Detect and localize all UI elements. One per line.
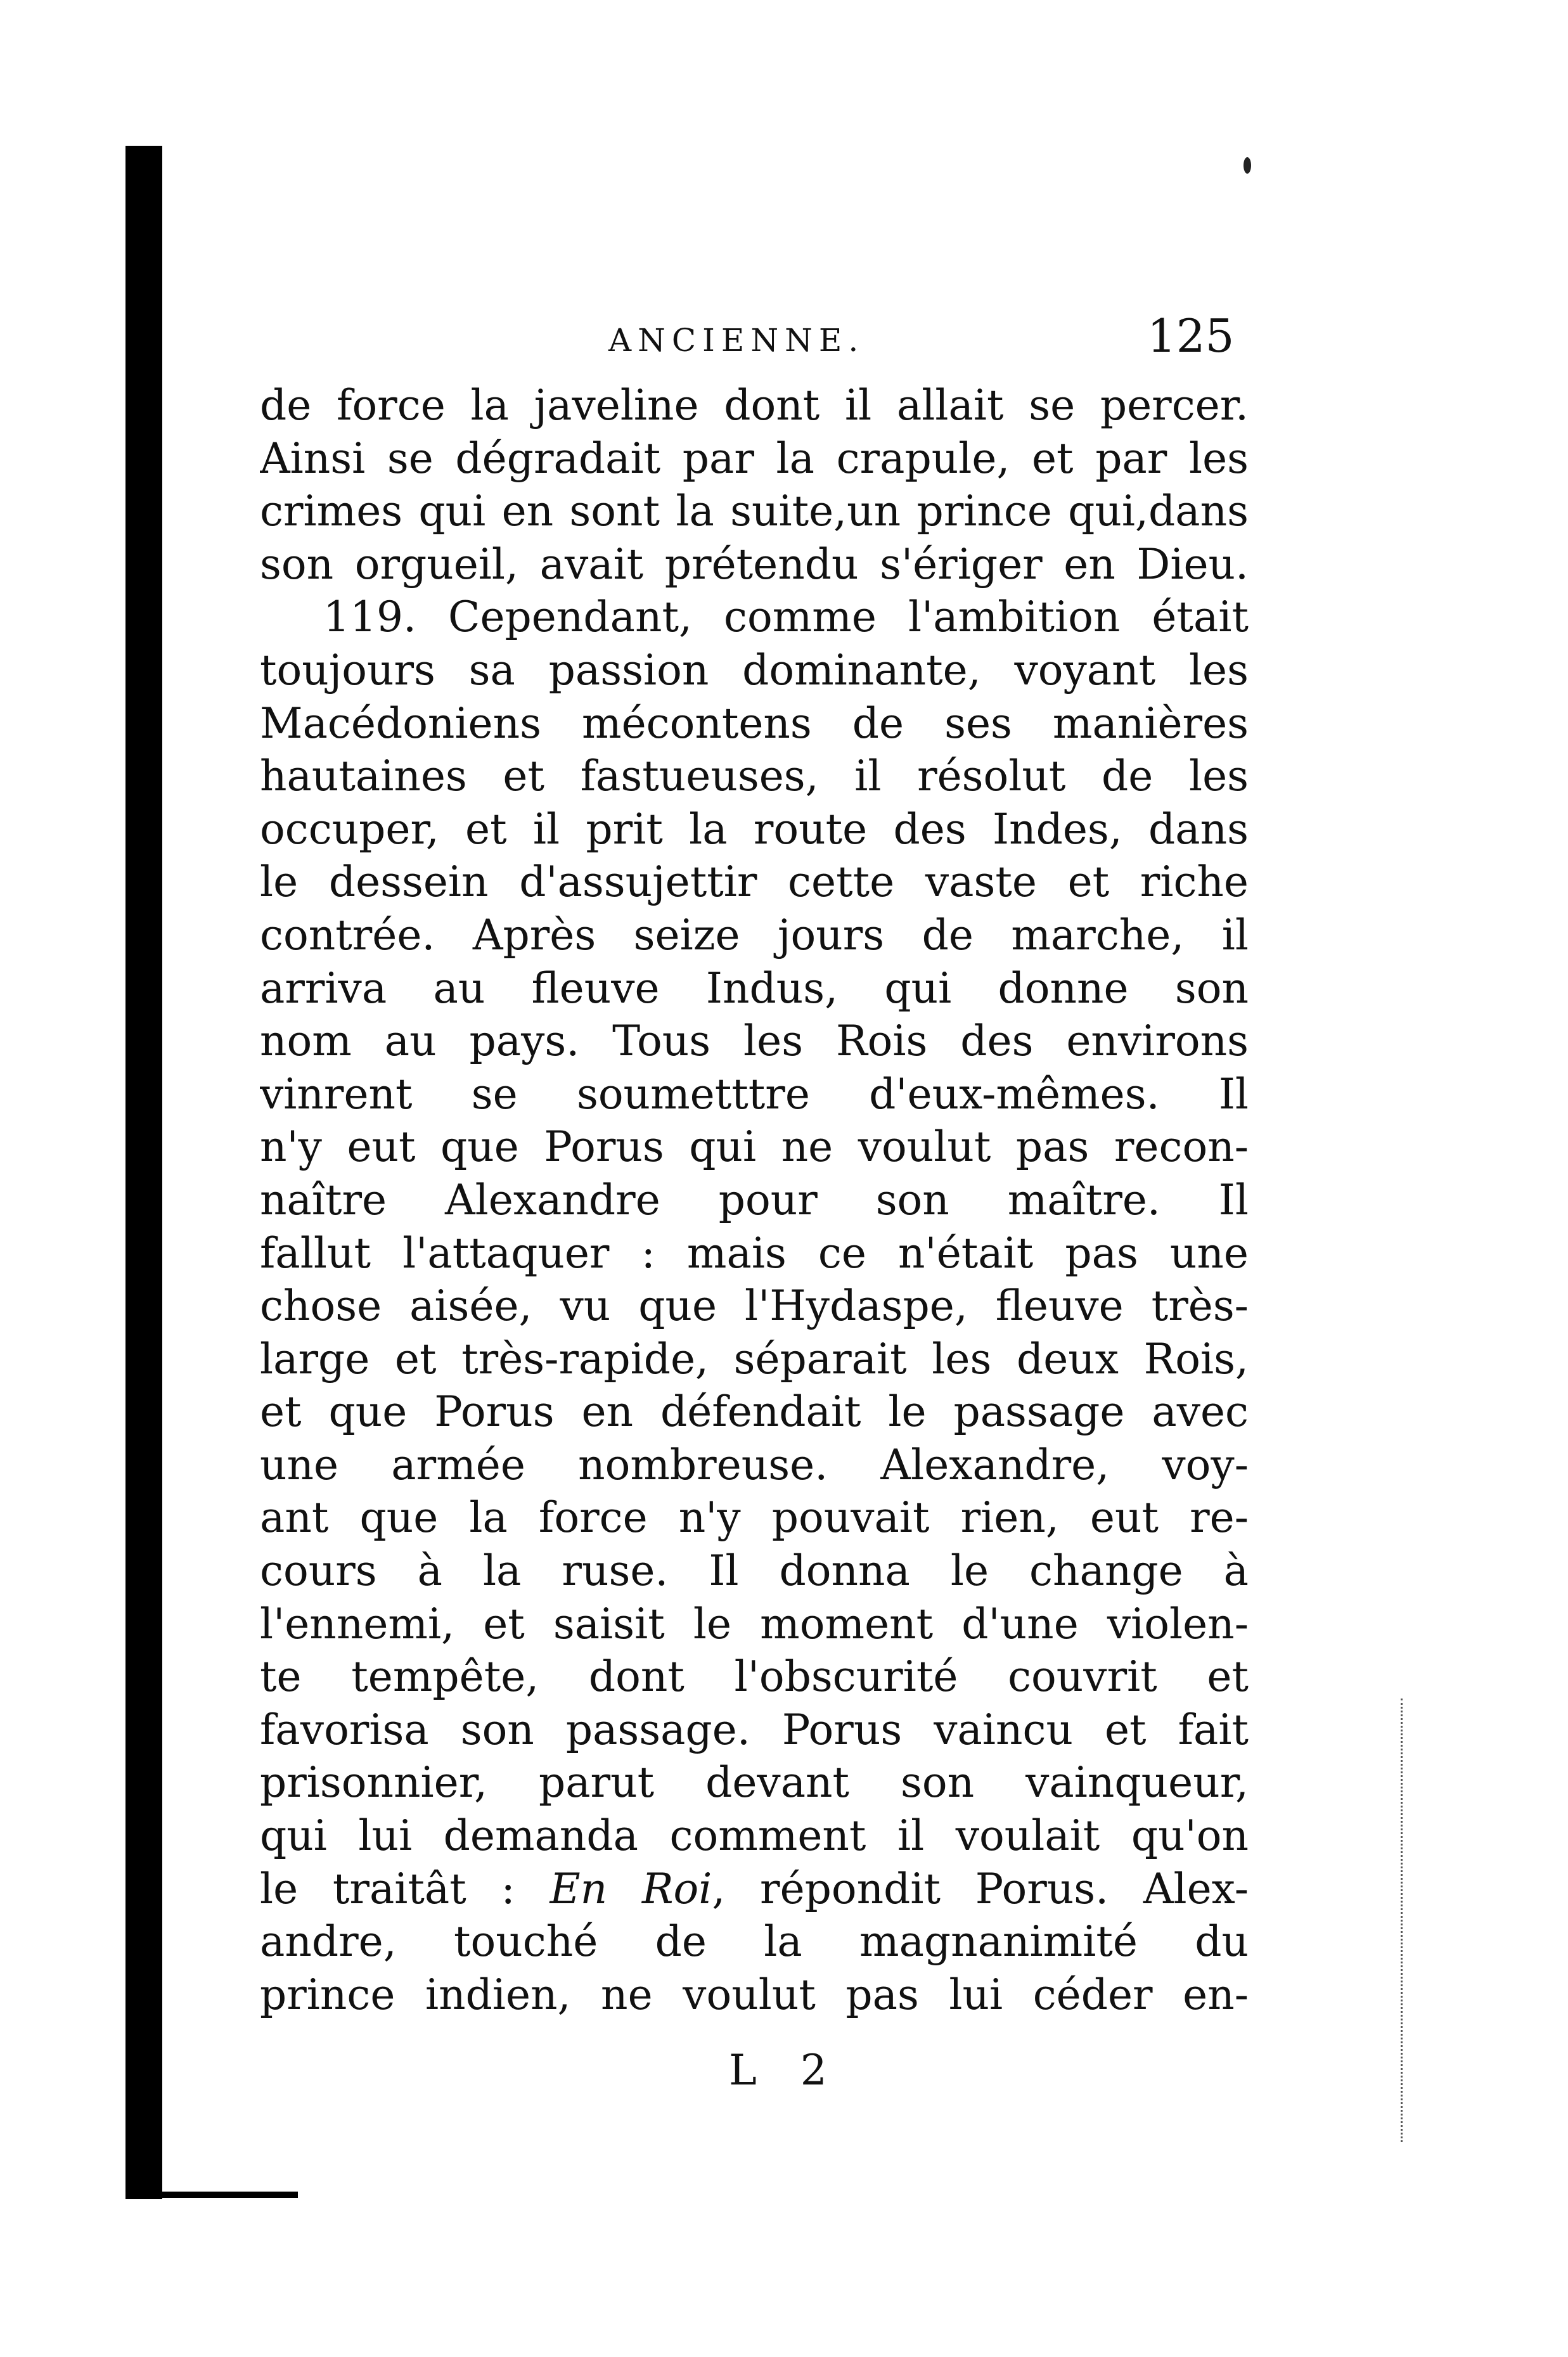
ink-speck (1243, 157, 1251, 174)
text-line: andre, touché de la magnanimité du (260, 1917, 1249, 1967)
body-text (260, 379, 1249, 2021)
page-binding-edge (125, 146, 162, 2199)
text-line: cours à la ruse. Il donna le change à (260, 1546, 1249, 1596)
signature-mark: L 2 (729, 2046, 842, 2095)
text-line: qui lui demanda comment il voulait qu'on (260, 1811, 1249, 1861)
text-line: Macédoniens mécontens de ses manières (260, 698, 1249, 748)
page-number: 125 (1147, 309, 1235, 363)
text-line: l'ennemi, et saisit le moment d'une violen- (260, 1599, 1249, 1648)
text-line: crimes qui en sont la suite,un prince qui,dans (260, 487, 1249, 536)
text-line: Ainsi se dégradait par la crapule, et par les (260, 434, 1249, 483)
text-line: arriva au fleuve Indus, qui donne son (260, 963, 1249, 1013)
italic-quote: En Roi (549, 1864, 712, 1913)
text-line: hautaines et fastueuses, il résolut de les (260, 752, 1249, 801)
text-line: son orgueil, avait prétendu s'ériger en Dieu. (260, 539, 1249, 589)
text-line: vinrent se soumetttre d'eux-mêmes. Il (260, 1069, 1249, 1119)
text-line: nom au pays. Tous les Rois des environs (260, 1017, 1249, 1066)
text-line: large et très-rapide, séparait les deux Rois, (260, 1334, 1249, 1384)
text-line: prisonnier, parut devant son vainqueur, (260, 1758, 1249, 1808)
page-header (0, 309, 1568, 366)
page-edge-marks (1401, 1699, 1415, 2142)
text-line: ant que la force n'y pouvait rien, eut re- (260, 1493, 1249, 1543)
text-fragment: , répondit Porus. Alex- (712, 1864, 1249, 1913)
text-line: le dessein d'assujettir cette vaste et riche (260, 857, 1249, 907)
text-line: n'y eut que Porus qui ne voulut pas recon- (260, 1122, 1249, 1172)
text-line: prince indien, ne voulut pas lui céder en- (260, 1970, 1249, 2019)
text-line: toujours sa passion dominante, voyant les (260, 645, 1249, 695)
text-line: chose aisée, vu que l'Hydaspe, fleuve très- (260, 1281, 1249, 1331)
text-line: te tempête, dont l'obscurité couvrit et (260, 1652, 1249, 1702)
running-head: ANCIENNE. (608, 322, 865, 359)
paragraph-start-line: 119. Cependant, comme l'ambition était (323, 593, 1249, 642)
text-line: et que Porus en défendait le passage avec (260, 1387, 1249, 1437)
text-line: favorisa son passage. Porus vaincu et fait (260, 1705, 1249, 1754)
text-line-with-italic (260, 1863, 1249, 1916)
text-line: occuper, et il prit la route des Indes, dans (260, 804, 1249, 854)
text-fragment: le traitât : (260, 1864, 550, 1913)
text-line: contrée. Après seize jours de marche, il (260, 910, 1249, 960)
page-binding-foot (152, 2192, 298, 2198)
text-line: naître Alexandre pour son maître. Il (260, 1175, 1249, 1224)
text-line: une armée nombreuse. Alexandre, voy- (260, 1440, 1249, 1489)
text-line: fallut l'attaquer : mais ce n'était pas une (260, 1228, 1249, 1278)
text-line: de force la javeline dont il allait se percer. (260, 381, 1249, 430)
